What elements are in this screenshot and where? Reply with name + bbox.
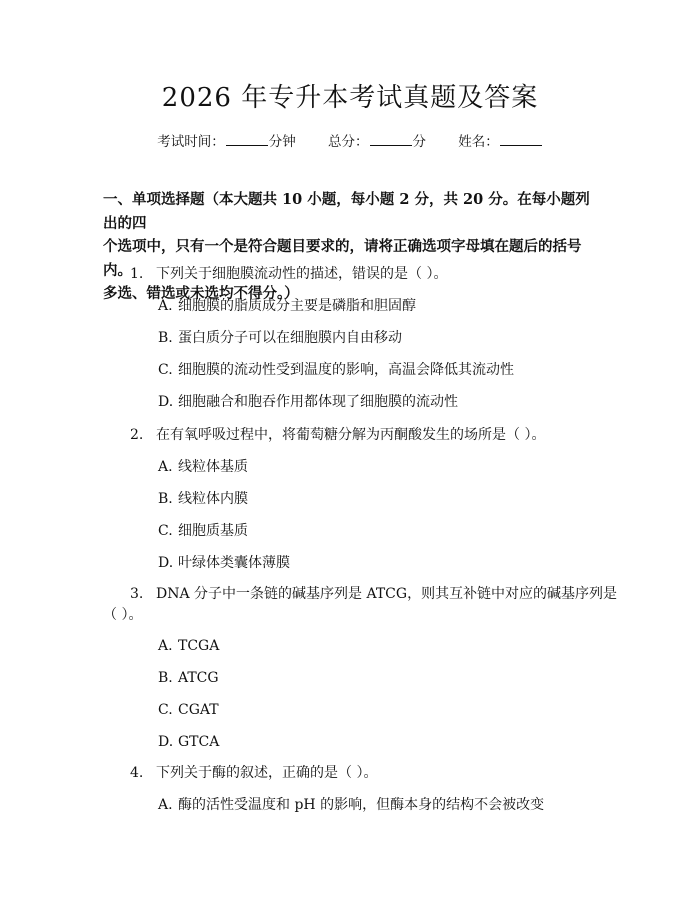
question-number: 4. <box>130 765 144 781</box>
option-text: 蛋白质分子可以在细胞膜内自由移动 <box>178 330 402 346</box>
question-2 <box>130 425 545 445</box>
exam-time-blank <box>226 131 268 146</box>
question-number: 3. <box>130 586 144 602</box>
option-text: 细胞融合和胞吞作用都体现了细胞膜的流动性 <box>178 394 458 410</box>
question-3-option-c <box>158 700 219 720</box>
question-3-option-b <box>158 668 219 688</box>
question-1 <box>130 264 447 284</box>
question-2-option-a <box>158 457 248 477</box>
question-number: 2. <box>130 427 144 443</box>
total-score-label: 总分： <box>328 134 369 150</box>
question-text: 下列关于酶的叙述，正确的是（ ）。 <box>156 765 378 781</box>
option-letter: C. <box>158 362 173 378</box>
section-heading-line: 多选、错选或未选均不得分。） <box>103 285 299 302</box>
question-1-option-a <box>158 296 416 316</box>
exam-time-field <box>157 131 296 152</box>
question-3-continuation: （ ）。 <box>103 607 143 623</box>
question-3 <box>130 584 617 604</box>
question-3-option-d <box>158 732 219 752</box>
total-score-field <box>328 131 426 152</box>
name-blank <box>500 131 542 146</box>
option-text: GTCA <box>178 734 220 750</box>
name-label: 姓名： <box>458 134 499 150</box>
option-letter: A. <box>158 459 173 475</box>
exam-info-line <box>0 131 700 152</box>
question-2-option-d <box>158 553 290 573</box>
name-field <box>458 131 543 152</box>
option-letter: A. <box>158 797 173 813</box>
option-letter: B. <box>158 670 173 686</box>
question-1-option-d <box>158 392 458 412</box>
option-text: 细胞质基质 <box>178 523 248 539</box>
option-text: CGAT <box>178 702 219 718</box>
option-letter: B. <box>158 491 173 507</box>
question-4-option-a <box>158 795 544 815</box>
option-text: ATCG <box>178 670 219 686</box>
section-heading <box>103 188 603 306</box>
option-text: 叶绿体类囊体薄膜 <box>178 555 290 571</box>
option-letter: D. <box>158 734 174 750</box>
option-text: 酶的活性受温度和 pH 的影响，但酶本身的结构不会被改变 <box>178 797 545 813</box>
exam-time-label: 考试时间： <box>157 134 225 150</box>
page-title: 2026 年专升本考试真题及答案 <box>161 83 539 113</box>
option-letter: A. <box>158 298 173 314</box>
option-letter: D. <box>158 394 174 410</box>
total-score-unit: 分 <box>412 134 426 150</box>
question-1-option-c <box>158 360 514 380</box>
option-text: 细胞膜的流动性受到温度的影响，高温会降低其流动性 <box>178 362 514 378</box>
question-2-option-c <box>158 521 248 541</box>
option-text: 细胞膜的脂质成分主要是磷脂和胆固醇 <box>178 298 416 314</box>
option-letter: C. <box>158 702 173 718</box>
question-text: DNA 分子中一条链的碱基序列是 ATCG，则其互补链中对应的碱基序列是 <box>156 586 618 602</box>
question-1-option-b <box>158 328 402 348</box>
option-letter: B. <box>158 330 173 346</box>
question-text: 在有氧呼吸过程中，将葡萄糖分解为丙酮酸发生的场所是（ ）。 <box>156 427 546 443</box>
question-2-option-b <box>158 489 248 509</box>
option-letter: C. <box>158 523 173 539</box>
question-number: 1. <box>130 266 144 282</box>
section-heading-line: 一、单项选择题（本大题共 10 小题，每小题 2 分，共 20 分。在每小题列出的四 <box>103 191 590 232</box>
total-score-blank <box>370 131 412 146</box>
exam-time-unit: 分钟 <box>268 134 296 150</box>
option-letter: A. <box>158 638 173 654</box>
option-letter: D. <box>158 555 174 571</box>
question-4 <box>130 763 377 783</box>
question-3-option-a <box>158 636 219 656</box>
option-text: 线粒体内膜 <box>178 491 248 507</box>
option-text: TCGA <box>178 638 220 654</box>
option-text: 线粒体基质 <box>178 459 248 475</box>
question-text: 下列关于细胞膜流动性的描述，错误的是（ ）。 <box>156 266 448 282</box>
section-heading-line: 个选项中，只有一个是符合题目要求的，请将正确选项字母填在题后的括号内。 <box>103 238 582 279</box>
